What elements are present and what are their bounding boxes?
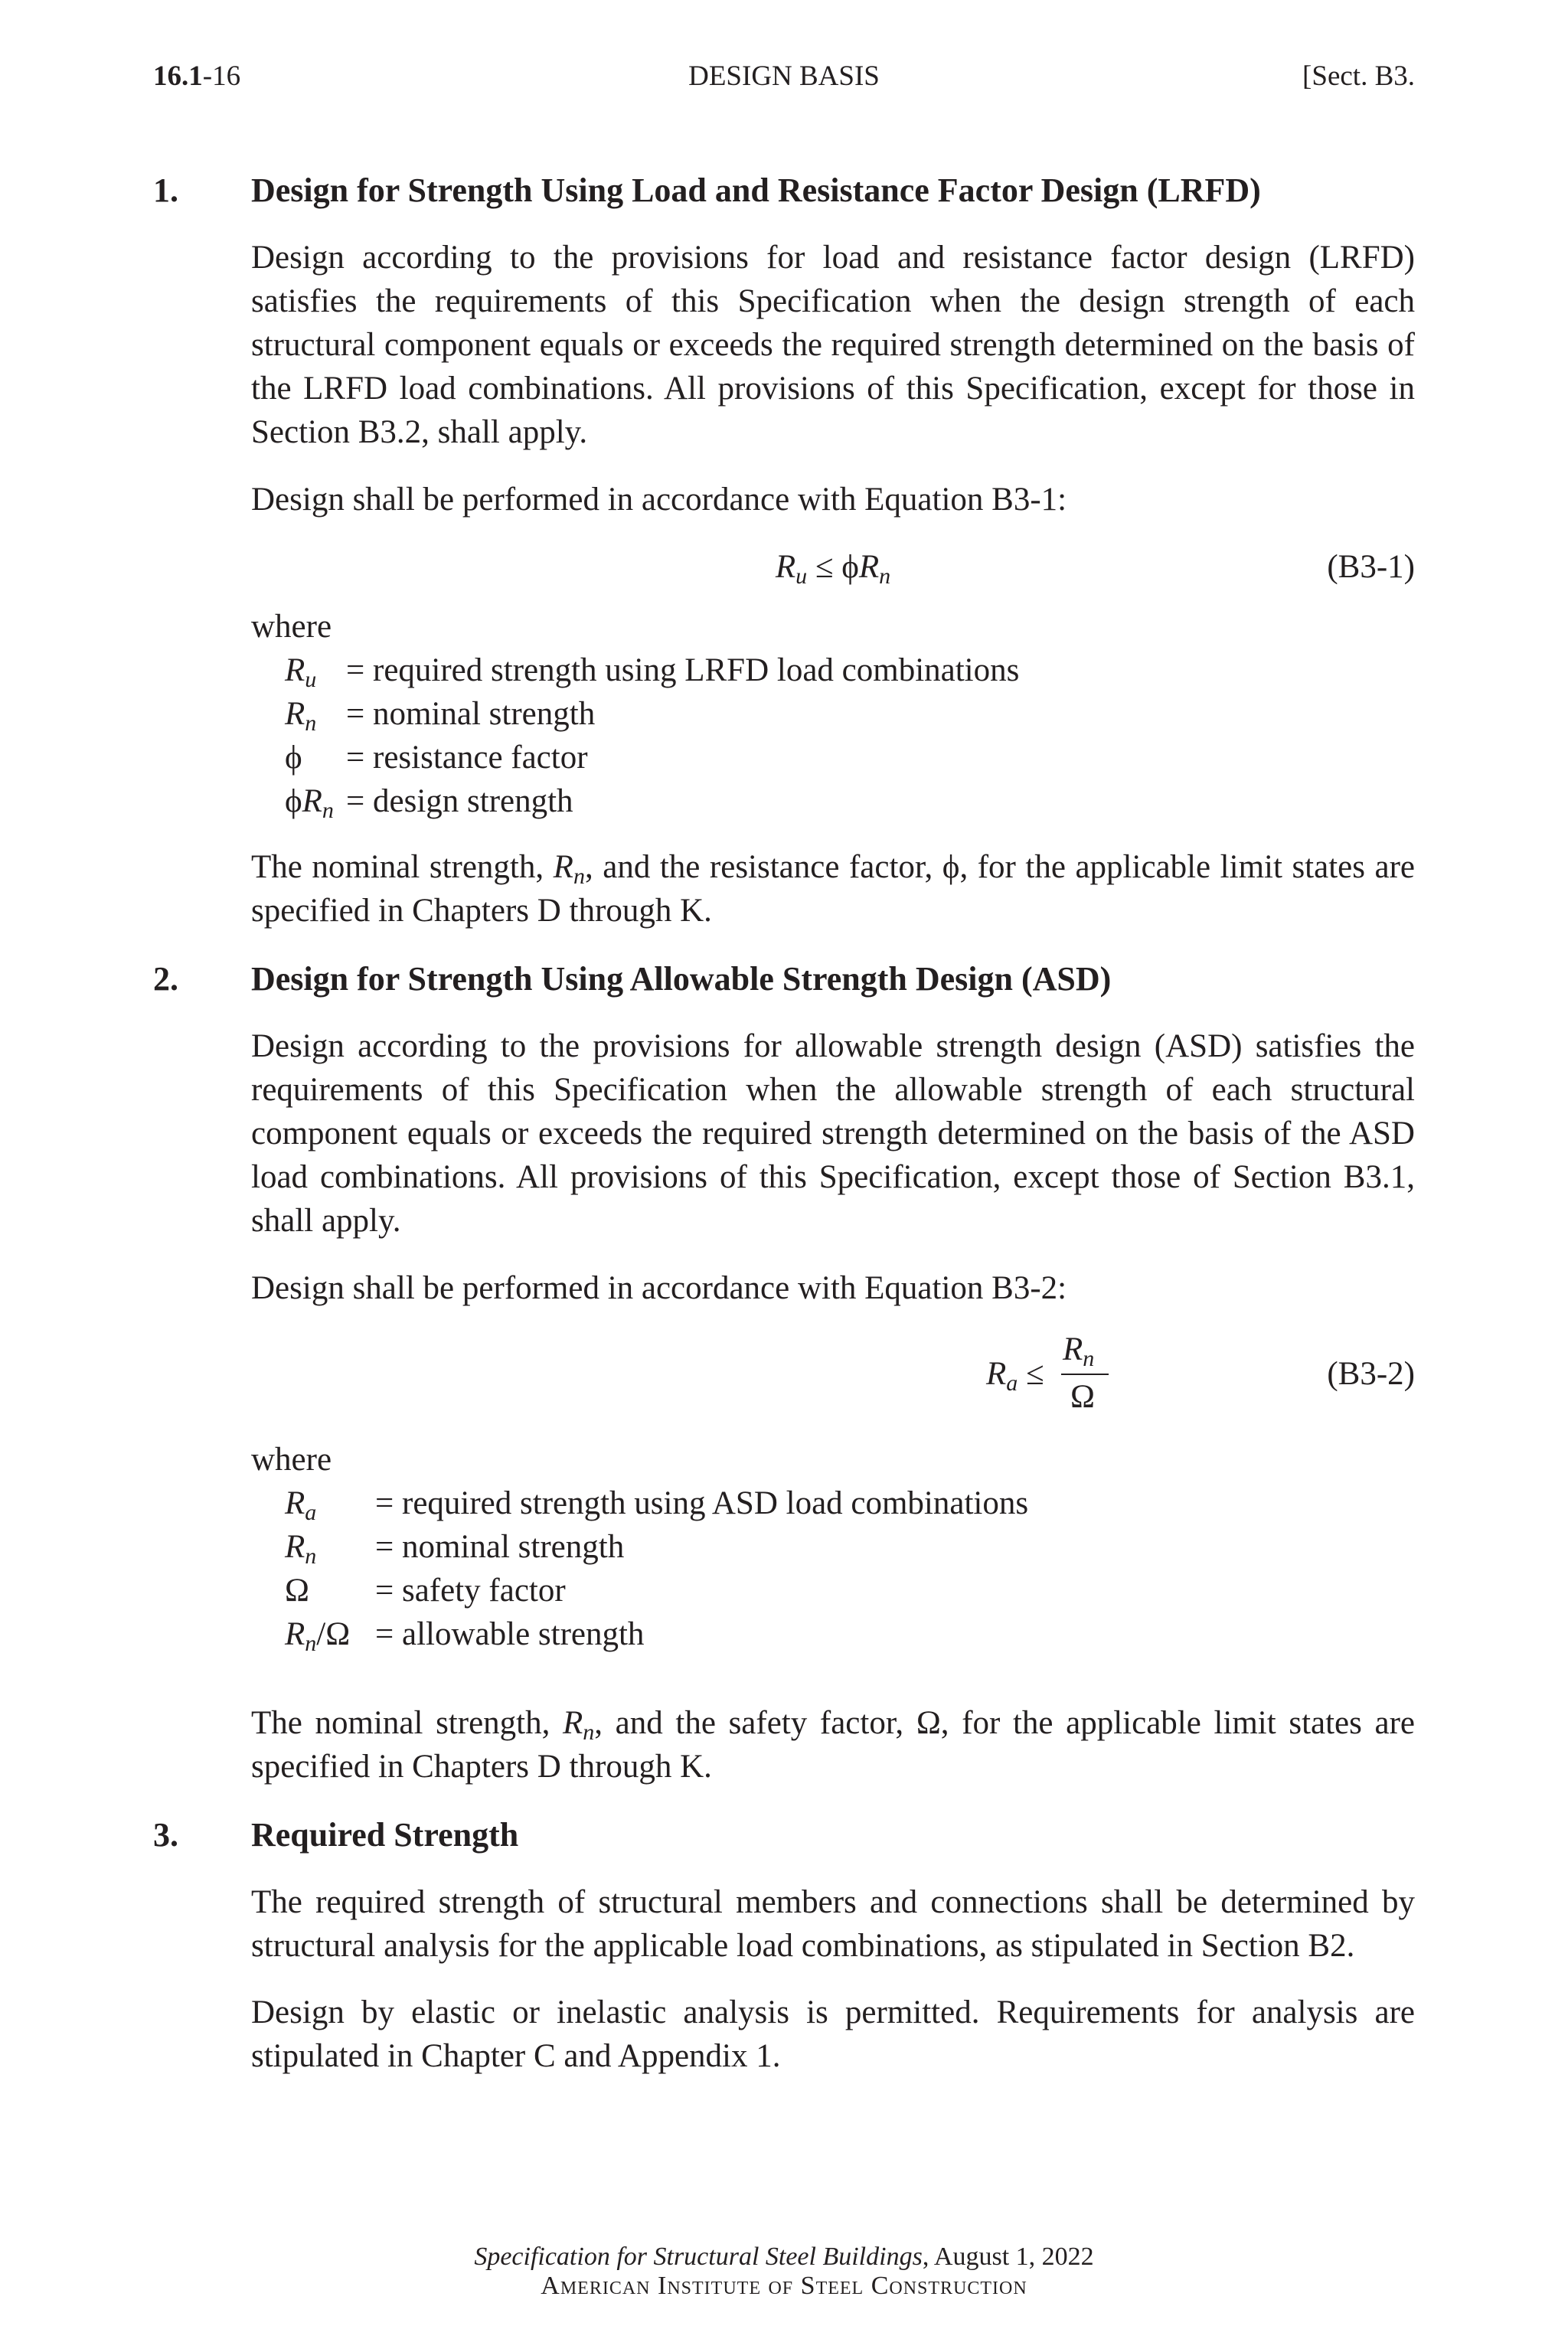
footer-publisher: American Institute of Steel Construction bbox=[541, 2272, 1027, 2300]
definition-text: = nominal strength bbox=[346, 696, 596, 732]
section-2-paragraph-2: Design shall be performed in accordance with Equation B3-2: bbox=[251, 1270, 1067, 1306]
page-number: 16.1-16 bbox=[153, 60, 241, 92]
definition-symbol: $R_n/\Omega$ bbox=[285, 1616, 351, 1656]
section-1-where: where bbox=[251, 609, 332, 645]
definition-text: = required strength using LRFD load combinations bbox=[346, 652, 1020, 688]
definition-symbol: $R_u$ bbox=[285, 652, 317, 692]
definition-text: = allowable strength bbox=[375, 1616, 645, 1652]
section-2-paragraph-1: Design according to the provisions for allowable strength design (ASD) satisfies the requirements of this Specification when the allowable strength of each structural component equals or exceeds the required strength determined on the basis of the ASD load combinations. All provisions of this Specification, except those of Section B3.1, shall apply. bbox=[251, 1028, 1415, 1239]
definition-text: = design strength bbox=[346, 783, 573, 819]
running-header-title: DESIGN BASIS bbox=[688, 60, 880, 92]
definition-symbol: Ω bbox=[285, 1573, 309, 1609]
definition-row bbox=[285, 1569, 1204, 1612]
section-3-paragraph-1: The required strength of structural members and connections shall be determined by structural analysis for the applicable load combinations, as stipulated in Section B2. bbox=[251, 1884, 1415, 1964]
section-1-paragraph-3: The nominal strength, $R_n$, and the resistance factor, ϕ, for the applicable limit states are specified in Chapters D through K. bbox=[251, 849, 1415, 929]
definition-row bbox=[285, 1525, 1204, 1569]
section-2-definitions bbox=[285, 1481, 1204, 1656]
definition-text: = resistance factor bbox=[346, 740, 588, 776]
equation-b3-1-expression: $R_u \le \phi R_n$ bbox=[775, 549, 891, 589]
definition-row bbox=[285, 692, 1204, 736]
section-2-paragraph-3: The nominal strength, $R_n$, and the safety factor, Ω, for the applicable limit states are specified in Chapters D through K. bbox=[251, 1705, 1416, 1785]
equation-b3-2 bbox=[251, 1328, 1415, 1419]
definition-text: = required strength using ASD load combinations bbox=[375, 1485, 1029, 1521]
definition-symbol: $R_n$ bbox=[285, 696, 317, 736]
definition-row bbox=[285, 779, 1204, 823]
definition-row bbox=[285, 1612, 1204, 1656]
running-header-section: [Sect. B3. bbox=[1302, 60, 1415, 92]
footer-publication: Specification for Structural Steel Buildings, August 1, 2022 bbox=[474, 2243, 1094, 2271]
equation-b3-1-label: (B3-1) bbox=[1327, 549, 1415, 585]
definition-row bbox=[285, 1481, 1204, 1525]
definition-row bbox=[285, 736, 1204, 779]
equation-b3-2-label: (B3-2) bbox=[1327, 1356, 1415, 1392]
definition-symbol: $\phi R_n$ bbox=[285, 783, 334, 823]
section-1-paragraph-1: Design according to the provisions for load and resistance factor design (LRFD) satisfies the requirements of this Specification when the design strength of each structural component equals or exceeds the required strength determined on the basis of the LRFD load combinations. All provisions of this Specification, except for those in Section B3.2, shall apply. bbox=[251, 240, 1415, 450]
section-2-title: Design for Strength Using Allowable Strength Design (ASD) bbox=[251, 960, 1112, 998]
definition-text: = safety factor bbox=[375, 1573, 566, 1609]
section-1-definitions bbox=[285, 648, 1204, 823]
definition-symbol: $R_n$ bbox=[285, 1529, 317, 1569]
section-3-title: Required Strength bbox=[251, 1816, 519, 1854]
section-2-where: where bbox=[251, 1442, 332, 1478]
definition-row bbox=[285, 648, 1204, 692]
definition-symbol: $R_a$ bbox=[285, 1485, 317, 1525]
definition-symbol: ϕ bbox=[285, 740, 302, 776]
section-3-number: 3. bbox=[153, 1816, 178, 1854]
section-1-number: 1. bbox=[153, 172, 178, 209]
section-1-paragraph-2: Design shall be performed in accordance with Equation B3-1: bbox=[251, 482, 1067, 518]
equation-b3-2-expression: $R_a$ ≤ $R_n$ Ω bbox=[251, 1328, 1415, 1419]
section-1-title: Design for Strength Using Load and Resistance Factor Design (LRFD) bbox=[251, 172, 1261, 209]
definition-text: = nominal strength bbox=[375, 1529, 625, 1565]
section-3-paragraph-2: Design by elastic or inelastic analysis is permitted. Requirements for analysis are stipulated in Chapter C and Appendix 1. bbox=[251, 1994, 1415, 2074]
section-2-number: 2. bbox=[153, 960, 178, 998]
